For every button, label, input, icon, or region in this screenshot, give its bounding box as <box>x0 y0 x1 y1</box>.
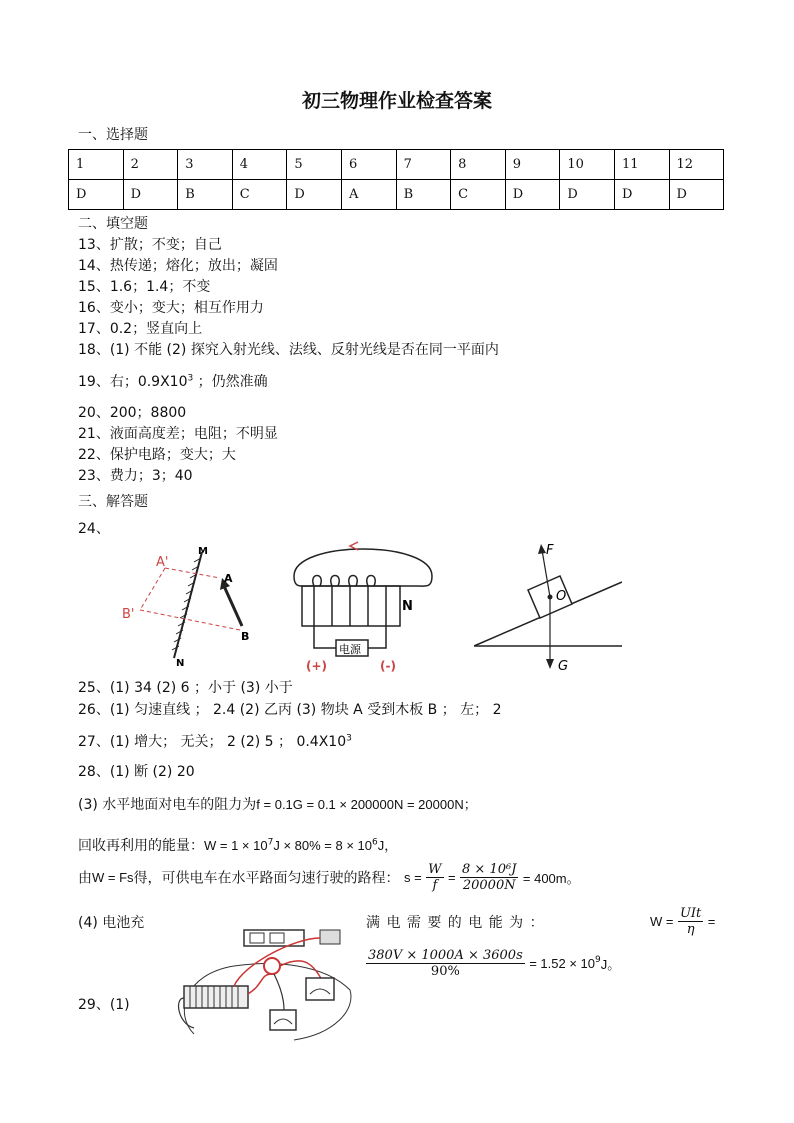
table-cell: B <box>178 180 233 210</box>
energy-w: W = <box>650 914 674 929</box>
table-cell: D <box>560 180 615 210</box>
answer-line-23: 23、费力；3；40 <box>78 468 193 484</box>
fraction-uit-over-eta <box>678 906 703 937</box>
recycle-text: 回收再利用的能量： <box>78 838 204 854</box>
table-cell: 12 <box>669 150 724 180</box>
answer-28-part4: (4) 电池充 <box>78 915 145 931</box>
answer-28-part3 <box>78 794 477 814</box>
table-cell: 3 <box>178 150 233 180</box>
label-m: M <box>198 546 208 557</box>
recycle-formula-b: J × 80% = 8 × 10 <box>273 838 372 853</box>
table-cell: 7 <box>396 150 451 180</box>
answer-line-17: 17、0.2；竖直向上 <box>78 321 203 337</box>
mirror-reflection-figure <box>110 544 260 670</box>
dist-formula: W = Fs <box>92 870 134 885</box>
answer-line-24: 24、 <box>78 521 110 537</box>
table-cell: A <box>341 180 396 210</box>
table-cell: D <box>505 180 560 210</box>
answer-line-14: 14、热传递；熔化；放出；凝固 <box>78 258 278 274</box>
label-g: G <box>558 659 569 674</box>
fraction-denominator: η <box>686 922 695 937</box>
wire-right <box>368 626 386 648</box>
label-a-prime: A' <box>156 555 169 570</box>
circuit-photo-figure <box>174 924 356 1046</box>
dist-text-b: 得，可供电车在水平路面匀速行驶的路程： <box>133 870 400 887</box>
lamp <box>264 958 280 974</box>
wire-left <box>314 626 336 648</box>
part3-text: (3) 水平地面对电车的阻力为 <box>78 797 257 813</box>
answer-line-19 <box>78 371 268 391</box>
table-cell: D <box>287 180 342 210</box>
exponent: 7 <box>267 837 274 848</box>
incline-force-figure <box>474 542 622 676</box>
dist-s: s = <box>403 870 422 885</box>
mirror-line <box>174 552 202 658</box>
label-a: A <box>224 572 233 585</box>
ammeter <box>270 1010 296 1030</box>
table-cell: C <box>451 180 506 210</box>
label-n-pole: N <box>402 599 413 614</box>
power-source-label: 电源 <box>339 643 361 656</box>
answer-19-tail: ；仍然准确 <box>193 374 268 390</box>
answer-line-27 <box>78 731 352 751</box>
exponent: 3 <box>187 373 194 384</box>
object-arrow <box>224 586 242 626</box>
dist-text-a: 由 <box>78 870 92 887</box>
answer-line-25: 25、(1) 34 (2) 6 ；小于 (3) 小于 <box>78 680 293 696</box>
energy-result-b: J。 <box>600 957 621 972</box>
table-row-numbers <box>69 150 724 180</box>
field-line-loop <box>294 549 432 586</box>
answer-28-recycle <box>78 835 397 855</box>
recycle-formula-c: J， <box>377 838 398 853</box>
label-b-prime: B' <box>122 607 135 622</box>
table-cell: C <box>232 180 287 210</box>
exponent: 6 <box>371 837 378 848</box>
table-cell: 4 <box>232 150 287 180</box>
answer-line-21: 21、液面高度差；电阻；不明显 <box>78 426 278 442</box>
dashed-line-b <box>140 610 240 630</box>
fraction-numerator: 8 × 10⁶J <box>462 862 517 877</box>
answer-28-distance <box>78 862 580 893</box>
fraction-denominator: 20000N <box>462 878 516 893</box>
energy-result-a: = 1.52 × 10 <box>529 956 595 971</box>
fraction-energy-calc <box>366 948 525 979</box>
answer-27-text: 27、(1) 增大； 无关； 2 (2) 5 ； 0.4X10 <box>78 734 347 750</box>
fraction-w-over-f <box>426 862 443 893</box>
table-cell: D <box>669 180 724 210</box>
label-f: F <box>546 543 554 558</box>
energy-text: 满 电 需 要 的 电 能 为 ： <box>366 915 545 931</box>
table-cell: D <box>123 180 178 210</box>
label-plus: (+) <box>306 659 328 673</box>
table-cell: B <box>396 180 451 210</box>
dashed-image-line <box>140 568 165 610</box>
fraction-numerator: UIt <box>679 906 702 921</box>
answer-line-18: 18、(1) 不能 (2) 探究入射光线、法线、反射光线是否在同一平面内 <box>78 342 499 358</box>
gravity-head <box>546 659 554 669</box>
energy-formula <box>650 906 715 937</box>
table-row-answers <box>69 180 724 210</box>
table-cell: 6 <box>341 150 396 180</box>
answer-line-13: 13、扩散；不变；自己 <box>78 237 222 253</box>
equals-sign: = <box>707 914 716 929</box>
fraction-energy-over-force <box>460 862 518 893</box>
answer-line-22: 22、保护电路；变大；大 <box>78 447 236 463</box>
table-cell: 2 <box>123 150 178 180</box>
fraction-denominator: 90% <box>430 964 460 979</box>
answer-line-29: 29、(1) <box>78 997 130 1013</box>
table-cell: 10 <box>560 150 615 180</box>
answer-19-text: 19、右；0.9X10 <box>78 374 188 390</box>
section-heading-choice: 一、选择题 <box>78 127 148 143</box>
exponent: 3 <box>346 733 352 744</box>
table-cell: 1 <box>69 150 124 180</box>
switch <box>320 930 340 944</box>
answer-line-16: 16、变小；变大；相互作用力 <box>78 300 264 316</box>
table-cell: 8 <box>451 150 506 180</box>
table-cell: 11 <box>614 150 669 180</box>
label-o: O <box>556 589 567 604</box>
table-cell: 9 <box>505 150 560 180</box>
exponent: 9 <box>594 954 601 965</box>
fraction-denominator: f <box>432 878 438 893</box>
answer-line-28: 28、(1) 断 (2) 20 <box>78 764 195 780</box>
table-cell: 5 <box>287 150 342 180</box>
fraction-numerator: W <box>428 862 442 877</box>
label-b: B <box>241 630 250 643</box>
table-cell: D <box>614 180 669 210</box>
label-minus: (-) <box>380 659 396 673</box>
energy-calculation <box>366 948 620 979</box>
section-heading-answer: 三、解答题 <box>78 494 148 510</box>
fraction-numerator: 380V × 1000A × 3600s <box>368 948 523 963</box>
answer-line-20: 20、200；8800 <box>78 405 187 421</box>
coil-windings <box>313 576 386 627</box>
table-cell: D <box>69 180 124 210</box>
answer-line-15: 15、1.6；1.4；不变 <box>78 279 211 295</box>
answer-line-26: 26、(1) 匀速直线 ； 2.4 (2) 乙丙 (3) 物块 A 受到木板 B ； 左； 2 <box>78 702 502 718</box>
label-n: N <box>176 658 185 669</box>
section-heading-fill: 二、填空题 <box>78 216 148 232</box>
page-title: 初三物理作业检查答案 <box>301 90 492 112</box>
force-f-head <box>538 544 546 554</box>
distance-result: = 400m。 <box>522 871 580 886</box>
solenoid-figure <box>288 532 438 674</box>
resistance-formula: f = 0.1G = 0.1 × 200000N = 20000N； <box>256 797 477 812</box>
recycle-formula-a: W = 1 × 10 <box>204 838 268 853</box>
choice-answer-table <box>68 149 724 210</box>
equals-sign: = <box>447 870 456 885</box>
